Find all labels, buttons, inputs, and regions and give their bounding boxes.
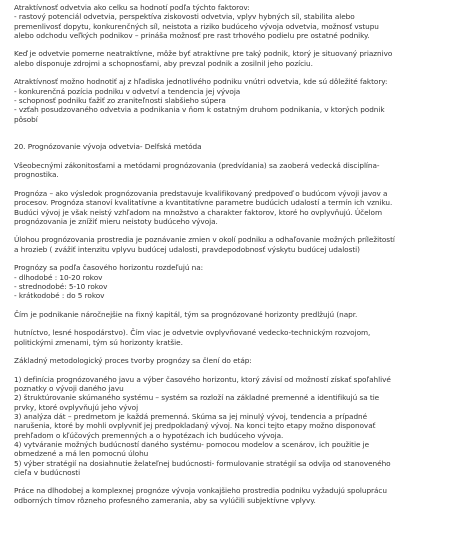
spacer — [14, 366, 445, 375]
paragraph-fixny-kapital: Čím je podnikanie náročnejšie na fixný kapitál, tým sa prognózované horizonty predlžujú (napr. — [14, 309, 358, 319]
spacer — [14, 319, 445, 328]
paragraph-hutnictvo: hutníctvo, lesné hospodárstvo). Čím viac je odvetvie ovplyvňované vedecko-technickým rozvojom, politickými zmenami, tým sú horizonty kratšie. — [14, 328, 371, 347]
paragraph-atraktivnost-odvetvia: Atraktívnosť odvetvia ako celku sa hodnotí podľa týchto faktorov: - rastový potenciál odvetvia, perspektíva ziskovosti odvetvia, vplyv hybných síl, stabilita alebo premenlivosť dopytu, konkurenčných síl, neistota a riziko budúceho vývoja odvetvia, možnosť vstupu alebo odchodu veľkých podnikov – prináša možnosť pre rast trhového podielu pre ostatné podniky. — [14, 3, 379, 40]
paragraph-uloha-prognozovania: Úlohou prognózovania prostredia je poznávanie zmien v okolí podniku a odhaľovanie možných príležitostí a hrozieb ( zvážiť intenzitu vplyvu budúcej udalosti, pravdepodobnosť výskytu budúcej udalosti) — [14, 235, 395, 254]
section-heading: 20. Prognózovanie vývoja odvetvia- Delfská metóda — [14, 142, 202, 152]
spacer — [14, 152, 445, 161]
paragraph-neatraktivne-odvetvie: Keď je odvetvie pomerne neatraktívne, môže byť atraktívne pre taký podnik, ktorý je situovaný priaznivo alebo disponuje zdrojmi a schopnosťami, aby prevzal podnik a zosilnil jeho pozíciu. — [14, 49, 393, 68]
paragraph-metodologicky-proces: Základný metodologický proces tvorby prognózy sa člení do etáp: — [14, 356, 252, 366]
spacer — [14, 477, 445, 486]
list-casove-horizonty: Prognózy sa podľa časového horizontu rozdeľujú na: - dlhodobé : 10-20 rokov - strednodobé: 5-10 rokov - krátkodobé : do 5 rokov — [14, 263, 204, 301]
spacer — [14, 301, 445, 310]
paragraph-dlhodoba-prognoza: Práce na dlhodobej a komplexnej prognóze vývoja vonkajšieho prostredia podniku vyžadujú spoluprácu odborných tímov rôzneho profesného zamerania, aby sa vylúčili subjektívne vplyvy. — [14, 486, 387, 505]
paragraph-atraktivnost-podniku: Atraktívnosť možno hodnotiť aj z hľadiska jednotlivého podniku vnútri odvetvia, kde sú dôležité faktory: - konkurenčná pozícia podniku v odvetví a tendencia jej vývoja - schopnosť podniku ťažiť zo zraniteľnosti slabšieho súpera - vzťah posudzovaného odvetvia a podnikania v ňom k ostatným druhom podnikania, v ktorých podnik pôsobí — [14, 77, 388, 124]
spacer — [14, 180, 445, 189]
spacer — [14, 68, 445, 77]
spacer — [14, 226, 445, 235]
spacer — [14, 124, 445, 143]
list-etapy: 1) definícia prognózovaného javu a výber časového horizontu, ktorý závisí od možností získať spoľahlivé poznatky o vývoji daného javu 2) štruktúrovanie skúmaného systému – systém sa rozloží na základné premenné a identifikujú sa tie prvky, ktoré ovplyvňujú jeho vývoj 3) analýza dát – predmetom je každá premenná. Skúma sa jej minulý vývoj, tendencia a prípadné narušenia, ktoré by mohli ovplyvniť jej predpokladaný vývoj. Na konci tejto etapy možno disponovať prehľadom o kľúčových premenných a o hypotézach ich budúceho vývoja. 4) vytváranie možných budúcností daného systému- pomocou modelov a scenárov, ich použitie je obmedzené a má len pomocnú úlohu 5) výber stratégií na dosiahnutie želateľnej budúcnosti- formulovanie stratégií sa odvíja od stanoveného cieľa v budúcnosti — [14, 374, 391, 477]
spacer — [14, 254, 445, 263]
spacer — [14, 347, 445, 356]
paragraph-prognostika: Všeobecnými zákonitosťami a metódami prognózovania (predvídania) sa zaoberá vedecká disciplína- prognostika. — [14, 161, 380, 180]
paragraph-prognoza: Prognóza – ako výsledok prognózovania predstavuje kvalifikovaný predpoveď o budúcom vývoji javov a procesov. Prognóza stanoví kvalitatívne a kvantitatívne parametre budúcich udalostí a termín ich vzniku. Budúci vývoj je však neistý vzhľadom na množstvo a charakter faktorov, ktoré ho ovplyvňujú. Účelom prognózovania je znížiť mieru neistoty budúceho vývoja. — [14, 188, 393, 226]
spacer — [14, 40, 445, 49]
